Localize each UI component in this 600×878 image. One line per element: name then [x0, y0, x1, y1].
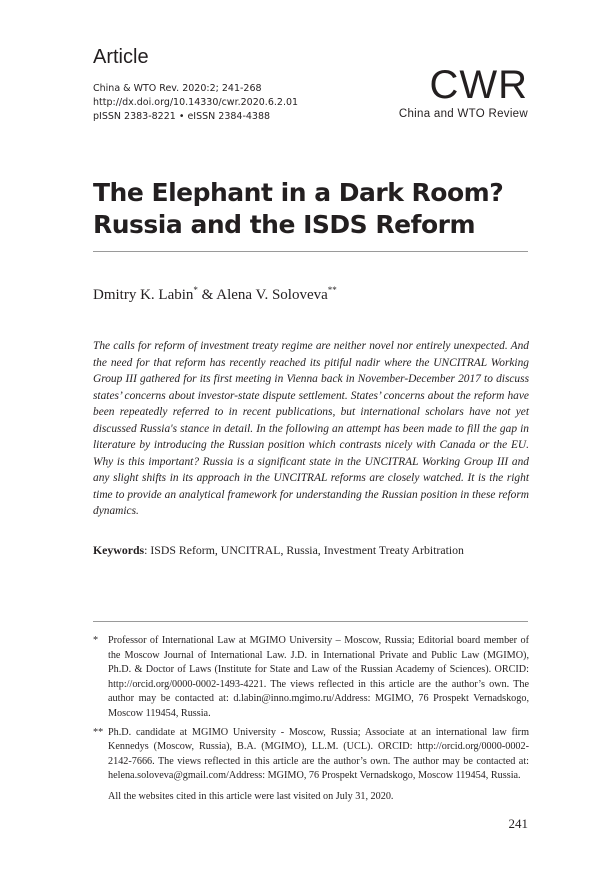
websites-note: All the websites cited in this article were last visited on July 31, 2020.: [108, 790, 394, 802]
section-label: Article: [93, 46, 149, 68]
keywords-label: Keywords: [93, 543, 145, 557]
footnote: [93, 726, 529, 784]
article-title: [93, 177, 533, 241]
footnote-text: Ph.D. candidate at MGIMO University - Moscow, Russia; Associate at an international law firm Kennedys (Moscow, Russia), B.A. (MGIMO), LL.M. (UCL). ORCID: http://orcid.org/0000-0002-2142-7666. The views reflected in this article are the author’s own. The author may be contacted at: helena.soloveva@gmail.com/Address: MGIMO, 76 Prospekt Vernadskogo, Moscow 119454, Russia.: [108, 726, 529, 782]
footnote-marker[interactable]: *: [193, 285, 198, 295]
journal-citation: [93, 82, 298, 124]
author-line: [93, 285, 337, 304]
author-name: Alena V. Soloveva: [216, 287, 328, 303]
author-separator: &: [197, 287, 217, 303]
keywords: [93, 543, 529, 558]
footnote-mark: *: [93, 635, 99, 646]
title-line: Russia and the ISDS Reform: [93, 210, 476, 239]
keywords-list: : ISDS Reform, UNCITRAL, Russia, Investment Treaty Arbitration: [144, 543, 464, 557]
journal-logo: [399, 64, 528, 120]
title-line: The Elephant in a Dark Room?: [93, 178, 504, 207]
doi-link[interactable]: http://dx.doi.org/10.14330/cwr.2020.6.2.01: [93, 97, 299, 108]
footnote-marker[interactable]: **: [327, 285, 337, 295]
issn-line: pISSN 2383-8221 • eISSN 2384-4388: [93, 111, 271, 122]
footnote-mark: **: [93, 726, 104, 738]
citation-line: China & WTO Rev. 2020:2; 241-268: [93, 83, 262, 94]
footnote-divider: [93, 621, 528, 622]
footnote: [93, 634, 529, 722]
title-divider: [93, 251, 528, 252]
footnote-text: Professor of International Law at MGIMO University – Moscow, Russia; Editorial board member of the Moscow Journal of International Law. J.D. in International Private and Public Law (MGIMO), Ph.D. & Doctor of Laws (Institute for State and Law of the Russian Academy of Sciences). ORCID: http://orcid.org/0000-0002-1493-4221. The views reflected in this article are the author’s own. The author may be contacted at: d.labin@inno.mgimo.ru/Address: MGIMO, 76 Prospekt Vernadskogo, Moscow 119454, Russia.: [108, 635, 529, 719]
footnotes: [93, 634, 529, 805]
page-number: 241: [508, 816, 528, 831]
journal-logo-mark: CWR: [429, 63, 528, 107]
author-name: Dmitry K. Labin: [93, 287, 194, 303]
journal-logo-name: China and WTO Review: [398, 108, 528, 120]
abstract: The calls for reform of investment treaty regime are neither novel nor entirely unexpected. And the need for that reform has recently reached its pitiful nadir where the UNCITRAL Working Group III gathered for its first meeting in Vienna back in November-December 2017 to discuss states’ concerns about investor-state dispute settlement. States’ concerns about the reform have been repeatedly referred to in recent publications, but international scholars have not yet discussed Russia's stance in detail. In the following an attempt has been made to fill the gap in literature by introducing the Russian position which contrasts nicely with Canada or the EU. Why is this important? Russia is a significant state in the UNCITRAL Working Group III and any slight shifts in its approach in the UNCITRAL reforms are closely watched. It is the right time to provide an analytical framework for understanding the Russian position in these reform dynamics.: [93, 340, 529, 517]
